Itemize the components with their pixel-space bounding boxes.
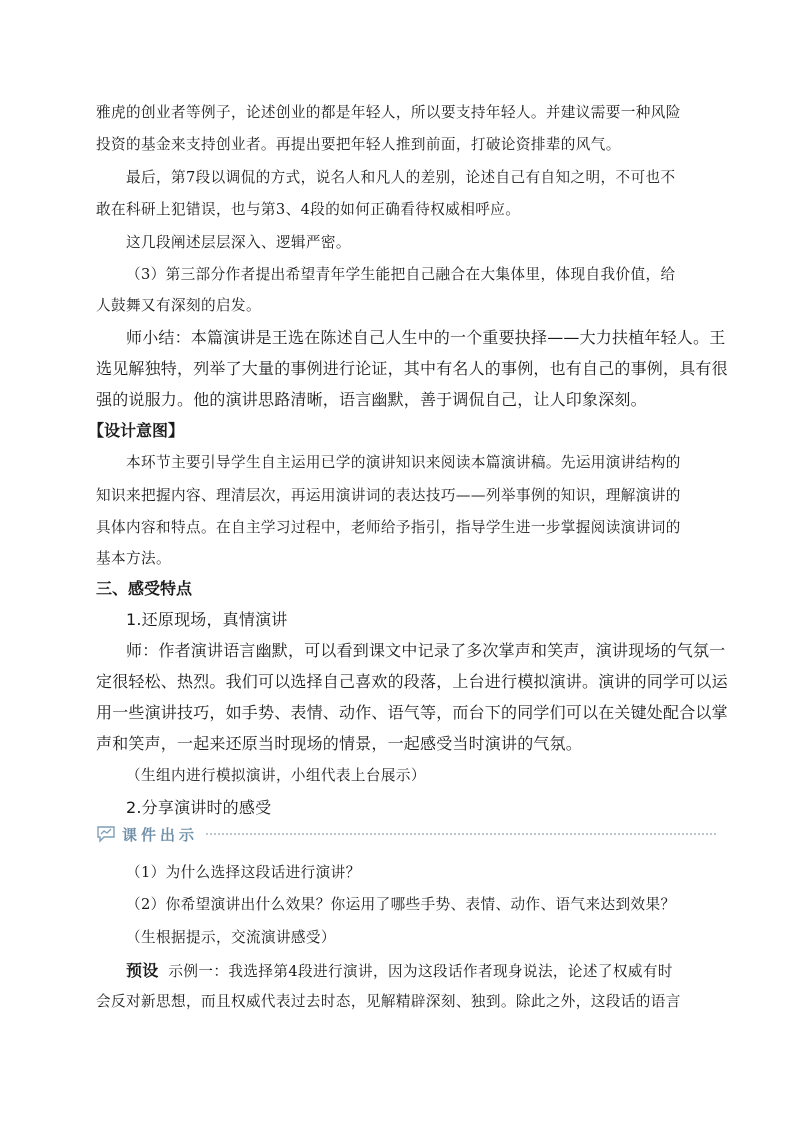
student-activity-note: （生组内进行模拟演讲，小组代表上台展示） xyxy=(126,767,426,784)
design-intent-line-3: 具体内容和特点。在自主学习过程中，老师给予指引，指导学生进一步掌握阅读演讲词的 xyxy=(96,519,681,536)
teacher-text-line-2: 定很轻松、热烈。我们可以选择自己喜欢的段落，上台进行模拟演讲。演讲的同学可以运 xyxy=(96,672,728,691)
design-intent-line-2: 知识来把握内容、理清层次，再运用演讲词的表达技巧——列举事例的知识，理解演讲的 xyxy=(96,487,681,504)
text-line-5: 这几段阐述层层深入、逻辑严密。 xyxy=(126,234,351,251)
section-heading-design-intent: 【设计意图】 xyxy=(88,421,185,440)
preset-label: 预设 xyxy=(126,961,159,980)
text-line-1: 雅虎的创业者等例子，论述创业的都是年轻人，所以要支持年轻人。并建议需要一种风险 xyxy=(96,104,681,121)
design-intent-line-1: 本环节主要引导学生自主运用已学的演讲知识来阅读本篇演讲稿。先运用演讲结构的 xyxy=(126,454,681,471)
courseware-banner-title: 课件出示 xyxy=(122,825,199,844)
text-line-7: 人鼓舞又有深刻的启发。 xyxy=(96,297,261,314)
teacher-text-line-4: 声和笑声，一起来还原当时现场的情景，一起感受当时演讲的气氛。 xyxy=(96,734,583,753)
teacher-summary-line-2: 选见解独特，列举了大量的事例进行论证，其中有名人的事例，也有自己的事例，具有很 xyxy=(96,359,728,378)
text-line-2: 投资的基金来支持创业者。再提出要把年轻人推到前面，打破论资排辈的风气。 xyxy=(96,136,621,153)
preset-example-text: 示例一：我选择第4段进行演讲，因为这段话作者现身说法，论述了权威有时 xyxy=(168,963,673,980)
banner-dotted-rule xyxy=(206,833,716,835)
teacher-text-line-1: 师：作者演讲语言幽默，可以看到课文中记录了多次掌声和笑声，演讲现场的气氛一 xyxy=(126,641,726,660)
subheading-restore-scene: 1.还原现场，真情演讲 xyxy=(126,610,288,629)
question-2: （2）你希望演讲出什么效果？你运用了哪些手势、表情、动作、语气来达到效果？ xyxy=(126,896,676,913)
teacher-summary-line-1: 师小结：本篇演讲是王选在陈述自己人生中的一个重要抉择——大力扶植年轻人。王 xyxy=(126,328,726,347)
section-heading-feel-features: 三、感受特点 xyxy=(96,579,193,598)
teacher-text-line-3: 用一些演讲技巧，如手势、表情、动作、语气等，而台下的同学们可以在关键处配合以掌 xyxy=(96,703,728,722)
chat-bubble-icon xyxy=(96,825,116,843)
preset-example-line-1 xyxy=(126,958,673,981)
text-line-3: 最后，第7段以调侃的方式，说名人和凡人的差别，论述自己有自知之明，不可也不 xyxy=(126,169,676,186)
courseware-banner xyxy=(96,822,716,846)
question-1: （1）为什么选择这段话进行演讲？ xyxy=(126,864,361,881)
subheading-share-feelings: 2.分享演讲时的感受 xyxy=(126,798,272,817)
teacher-summary-line-3: 强的说服力。他的演讲思路清晰，语言幽默，善于调侃自己，让人印象深刻。 xyxy=(96,390,647,409)
text-line-6: （3）第三部分作者提出希望青年学生能把自己融合在大集体里，体现自我价值，给 xyxy=(126,266,676,283)
design-intent-line-4: 基本方法。 xyxy=(96,550,171,567)
text-line-4: 敢在科研上犯错误，也与第3、4段的如何正确看待权威相呼应。 xyxy=(96,201,521,218)
preset-example-line-2: 会反对新思想，而且权威代表过去时态，见解精辟深刻、独到。除此之外，这段话的语言 xyxy=(96,993,681,1010)
student-prompt-note: （生根据提示，交流演讲感受） xyxy=(126,929,336,946)
